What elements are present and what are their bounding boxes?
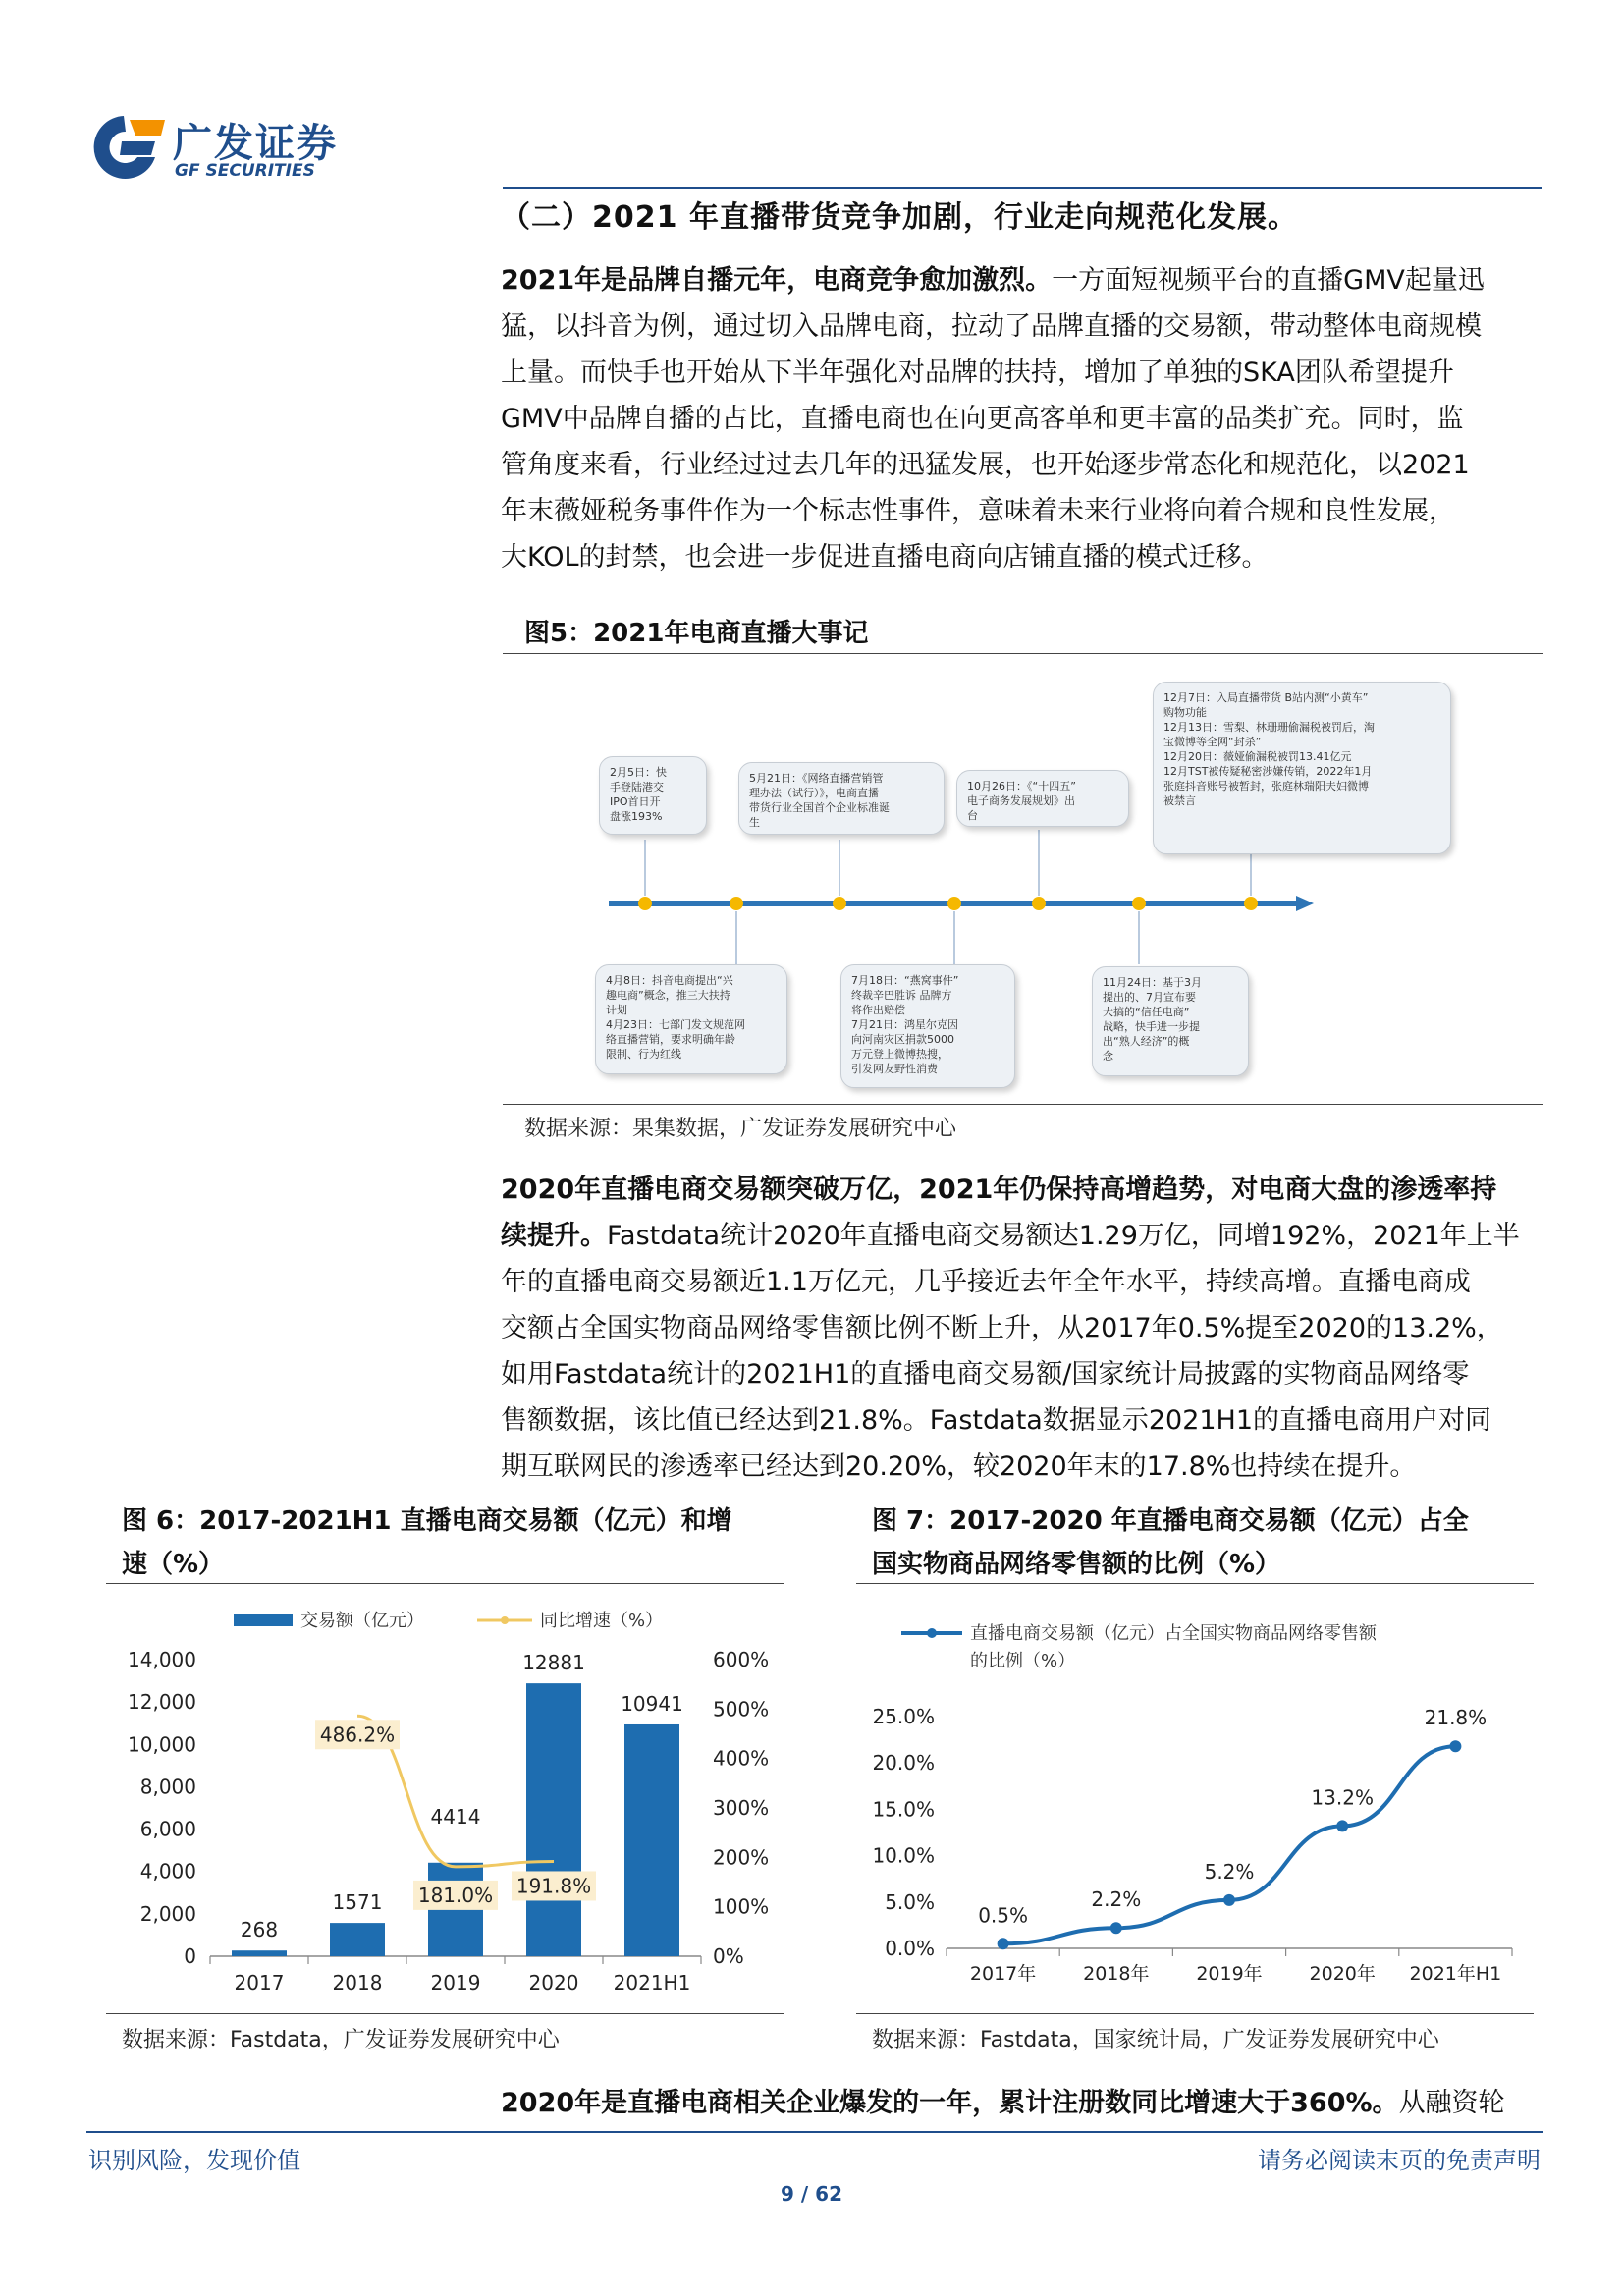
- data-value-label: 13.2%: [1311, 1785, 1374, 1810]
- data-value-label: 0.5%: [978, 1903, 1029, 1928]
- data-point: [1336, 1820, 1348, 1831]
- brand-name-en: GF SECURITIES: [175, 161, 315, 181]
- paragraph-2-line: 期互联网民的渗透率已经达到20.20%，较2020年末的17.8%也持续在提升。: [501, 1451, 1417, 1482]
- paragraph-1-line: 年末薇娅税务事件作为一个标志性事件，意味着未来行业将向着合规和良性发展，: [501, 496, 1455, 526]
- legend-bar-label: 交易额（亿元）: [300, 1611, 424, 1631]
- y-tick-label: 0.0%: [885, 1937, 935, 1960]
- timeline-arrowhead: [1296, 896, 1314, 911]
- bar: [330, 1923, 385, 1956]
- brand-name-cn: 广发证券: [173, 121, 338, 166]
- data-point: [1110, 1922, 1122, 1934]
- timeline-dot: [730, 897, 743, 910]
- y-right-tick-label: 400%: [713, 1746, 770, 1771]
- legend-line-label: 同比增速（%）: [540, 1611, 664, 1631]
- x-tick-label: 2020年: [1309, 1963, 1376, 1985]
- event-text: 12月13日：雪梨、林珊珊偷漏税被罚后，淘: [1163, 721, 1375, 734]
- x-tick-label: 2019年: [1196, 1963, 1263, 1985]
- y-left-tick-label: 10,000: [128, 1732, 196, 1757]
- event-text: 络直播营销，要求明确年龄: [606, 1033, 735, 1046]
- paragraph-2-line: 售额数据，该比值已经达到21.8%。Fastdata数据显示2021H1的直播电商用户对同: [501, 1405, 1492, 1436]
- event-text: 计划: [606, 1004, 627, 1016]
- y-left-tick-label: 14,000: [128, 1648, 196, 1671]
- paragraph-3-rest: 从融资轮: [1398, 2088, 1505, 2118]
- paragraph-2-line: Fastdata统计2020年直播电商交易额达1.29万亿，同增192%，2021年上半: [607, 1221, 1520, 1251]
- event-text: 台: [967, 809, 978, 822]
- paragraph-1-lead: 2021年是品牌自播元年，电商竞争愈加激烈。: [501, 265, 1053, 296]
- event-text: 12月7日：入局直播带货 B站内测“小黄车”: [1163, 691, 1369, 704]
- footer-divider: [86, 2131, 1543, 2133]
- figure-7-source: 数据来源：Fastdata，国家统计局，广发证券发展研究中心: [872, 2028, 1439, 2052]
- y-right-tick-label: 100%: [713, 1894, 770, 1919]
- paragraph-1-line: 管角度来看，行业经过过去几年的迅猛发展，也开始逐步常态化和规范化，以2021: [501, 450, 1470, 480]
- growth-value-label: 486.2%: [319, 1722, 396, 1747]
- y-right-tick-label: 300%: [713, 1796, 770, 1820]
- timeline-event-box: [738, 762, 945, 835]
- bar: [232, 1950, 287, 1956]
- timeline-dot: [947, 897, 961, 910]
- event-text: 提出的、7月宣布要: [1103, 991, 1196, 1004]
- paragraph-2-line: 年的直播电商交易额近1.1万亿元，几乎接近去年全年水平，持续高增。直播电商成: [501, 1267, 1471, 1297]
- footer-disclaimer-link[interactable]: 请务必阅读末页的免责声明: [1258, 2147, 1541, 2174]
- y-tick-label: 5.0%: [885, 1889, 935, 1914]
- event-text: 引发网友野性消费: [851, 1063, 938, 1075]
- x-tick-label: 2017年: [969, 1963, 1037, 1985]
- x-tick-label: 2021年H1: [1409, 1963, 1502, 1985]
- event-text: 念: [1103, 1050, 1113, 1063]
- data-point: [998, 1938, 1009, 1949]
- event-text: 10月26日：《“十四五”: [967, 780, 1076, 793]
- paragraph-3-lead: 2020年是直播电商相关企业爆发的一年，累计注册数同比增速大于360%。: [501, 2088, 1399, 2118]
- growth-value-label: 191.8%: [515, 1874, 592, 1898]
- x-tick-label: 2018年: [1083, 1963, 1150, 1985]
- y-right-tick-label: 500%: [713, 1697, 770, 1722]
- x-tick-label: 2020: [528, 1971, 579, 1995]
- timeline-dot: [1244, 897, 1258, 910]
- event-text: 购物功能: [1163, 706, 1207, 719]
- paragraph-2-lead-end: 续提升。: [501, 1221, 607, 1251]
- y-left-tick-label: 8,000: [139, 1775, 196, 1799]
- y-left-tick-label: 2,000: [139, 1901, 196, 1926]
- event-text: 张庭抖音账号被暂封，张庭林瑞阳夫妇微博: [1163, 780, 1369, 793]
- event-text: 大搞的“信任电商”: [1103, 1006, 1190, 1018]
- section-heading: （二）2021 年直播带货竞争加剧，行业走向规范化发展。: [501, 200, 1298, 235]
- event-text: 万元登上微博热搜，: [851, 1048, 948, 1061]
- figure-6-bottom-rule: [106, 2013, 784, 2014]
- bar-value-label: 4414: [430, 1804, 481, 1829]
- x-tick-label: 2018: [332, 1971, 383, 1995]
- event-text: 12月20日：薇娅偷漏税被罚13.41亿元: [1163, 750, 1352, 763]
- header-divider: [503, 187, 1542, 189]
- timeline-event-box: [1092, 966, 1249, 1076]
- event-text: 11月24日：基于3月: [1103, 976, 1202, 989]
- event-text: 4月8日：抖音电商提出“兴: [606, 974, 733, 987]
- figure-5-top-rule: [503, 653, 1543, 654]
- growth-value-label: 181.0%: [417, 1883, 494, 1907]
- data-value-label: 2.2%: [1091, 1887, 1142, 1912]
- event-text: 7月18日：“燕窝事件”: [851, 974, 959, 987]
- bar-value-label: 10941: [621, 1691, 683, 1716]
- bar: [526, 1683, 581, 1956]
- y-left-tick-label: 4,000: [139, 1859, 196, 1884]
- line-chart-penetration-ratio: [856, 1591, 1534, 2003]
- x-tick-label: 2017: [234, 1971, 285, 1995]
- data-value-label: 5.2%: [1204, 1859, 1255, 1884]
- timeline-event-box: [840, 964, 1015, 1088]
- figure-7-title-line2: 国实物商品网络零售额的比例（%）: [872, 1550, 1281, 1579]
- y-left-tick-label: 12,000: [128, 1690, 196, 1715]
- timeline-event-box: [595, 964, 787, 1074]
- ratio-line: [1003, 1746, 1456, 1943]
- event-text: 7月21日：鸿星尔克因: [851, 1018, 958, 1031]
- y-tick-label: 25.0%: [872, 1705, 935, 1728]
- timeline-dot: [833, 897, 846, 910]
- event-text: 带货行业全国首个企业标准诞: [749, 801, 890, 814]
- timeline-event-box: [1153, 682, 1451, 854]
- event-text: 终裁辛巴胜诉 品牌方: [851, 989, 952, 1002]
- y-tick-label: 10.0%: [872, 1843, 935, 1868]
- paragraph-1-line: 猛，以抖音为例，通过切入品牌电商，拉动了品牌直播的交易额，带动整体电商规模: [501, 311, 1482, 342]
- x-tick-label: 2021H1: [613, 1971, 691, 1995]
- event-text: 将作出赔偿: [851, 1004, 905, 1016]
- event-text: IPO首日开: [610, 795, 661, 808]
- legend-label: 的比例（%）: [970, 1651, 1076, 1671]
- x-tick-label: 2019: [430, 1971, 481, 1995]
- timeline-event-box: [599, 756, 707, 835]
- data-value-label: 21.8%: [1424, 1706, 1488, 1730]
- footer-slogan: 识别风险，发现价值: [88, 2147, 300, 2174]
- timeline-event-box: [956, 770, 1129, 827]
- bar-value-label: 268: [240, 1918, 279, 1942]
- timeline-figure: [503, 668, 1543, 1100]
- event-text: 2月5日：快: [610, 766, 667, 779]
- paragraph-1: [501, 257, 1543, 580]
- legend-label: 直播电商交易额（亿元）占全国实物商品网络零售额: [970, 1623, 1377, 1644]
- event-text: 战略，快手进一步提: [1103, 1020, 1200, 1033]
- paragraph-1-line: 上量。而快手也开始从下半年强化对品牌的扶持，增加了单独的SKA团队希望提升: [501, 357, 1454, 388]
- bar: [624, 1724, 679, 1956]
- legend-bar-swatch: [234, 1614, 293, 1626]
- timeline-dot: [638, 897, 652, 910]
- event-text: 向河南灾区捐款5000: [851, 1033, 954, 1046]
- paragraph-1-line: GMV中品牌自播的占比，直播电商也在向更高客单和更丰富的品类扩充。同时，监: [501, 404, 1464, 434]
- event-text: 理办法（试行）》，电商直播: [749, 787, 879, 799]
- figure-6-title: 图 6：2017-2021H1 直播电商交易额（亿元）和增: [122, 1506, 732, 1536]
- event-text: 趣电商”概念，推三大扶持: [606, 989, 730, 1002]
- figure-7-top-rule: [856, 1583, 1534, 1584]
- page-number: 9 / 62: [781, 2182, 842, 2206]
- y-right-tick-label: 600%: [713, 1648, 770, 1671]
- timeline-dot: [1032, 897, 1046, 910]
- y-left-tick-label: 0: [184, 1944, 196, 1968]
- timeline-dot: [1132, 897, 1146, 910]
- figure-5-title: 图5：2021年电商直播大事记: [524, 619, 869, 648]
- paragraph-1-line: 一方面短视频平台的直播GMV起量迅: [1052, 265, 1485, 296]
- legend-line-marker: [927, 1628, 937, 1638]
- paragraph-1-line: 大KOL的封禁，也会进一步促进直播电商向店铺直播的模式迁移。: [501, 542, 1269, 573]
- event-text: 电子商务发展规划》出: [967, 794, 1075, 807]
- data-point: [1449, 1740, 1461, 1752]
- bar-value-label: 12881: [522, 1651, 585, 1675]
- paragraph-2: [501, 1167, 1543, 1490]
- figure-7-bottom-rule: [856, 2013, 1534, 2014]
- event-text: 盘涨193%: [610, 810, 663, 823]
- event-text: 出“熟人经济”的概: [1103, 1035, 1190, 1048]
- event-text: 限制、行为红线: [606, 1048, 681, 1061]
- y-right-tick-label: 0%: [713, 1944, 744, 1968]
- paragraph-3: [501, 2080, 1543, 2126]
- y-left-tick-label: 6,000: [139, 1817, 196, 1841]
- bar-value-label: 1571: [332, 1890, 383, 1915]
- event-text: 生: [749, 816, 760, 829]
- paragraph-2-lead: 2020年直播电商交易额突破万亿，2021年仍保持高增趋势，对电商大盘的渗透率持: [501, 1175, 1497, 1205]
- event-text: 宝微博等全网“封杀”: [1163, 736, 1262, 748]
- event-text: 4月23日：七部门发文规范网: [606, 1018, 745, 1031]
- y-tick-label: 15.0%: [872, 1797, 935, 1822]
- event-text: 5月21日：《网络直播营销管: [749, 772, 884, 785]
- figure-6-source: 数据来源：Fastdata，广发证券发展研究中心: [122, 2028, 560, 2052]
- figure-5-source: 数据来源：果集数据，广发证券发展研究中心: [524, 1117, 957, 1141]
- figure-7-title: 图 7：2017-2020 年直播电商交易额（亿元）占全: [872, 1506, 1469, 1536]
- paragraph-2-line: 如用Fastdata统计的2021H1的直播电商交易额/国家统计局披露的实物商品网络零: [501, 1359, 1470, 1390]
- legend-line-marker: [501, 1616, 509, 1624]
- combo-chart-trade-volume: [106, 1591, 784, 2003]
- figure-6-top-rule: [106, 1583, 784, 1584]
- data-point: [1223, 1894, 1235, 1906]
- figure-5-bottom-rule: [503, 1104, 1543, 1105]
- y-tick-label: 20.0%: [872, 1751, 935, 1776]
- y-right-tick-label: 200%: [713, 1845, 770, 1870]
- event-text: 手登陆港交: [610, 781, 664, 793]
- figure-6-title-line2: 速（%）: [122, 1550, 225, 1579]
- event-text: 12月TST被传疑秘密涉嫌传销，2022年1月: [1163, 765, 1373, 778]
- event-text: 被禁言: [1163, 794, 1196, 807]
- paragraph-2-line: 交额占全国实物商品网络零售额比例不断上升，从2017年0.5%提至2020的13.2%，: [501, 1313, 1503, 1343]
